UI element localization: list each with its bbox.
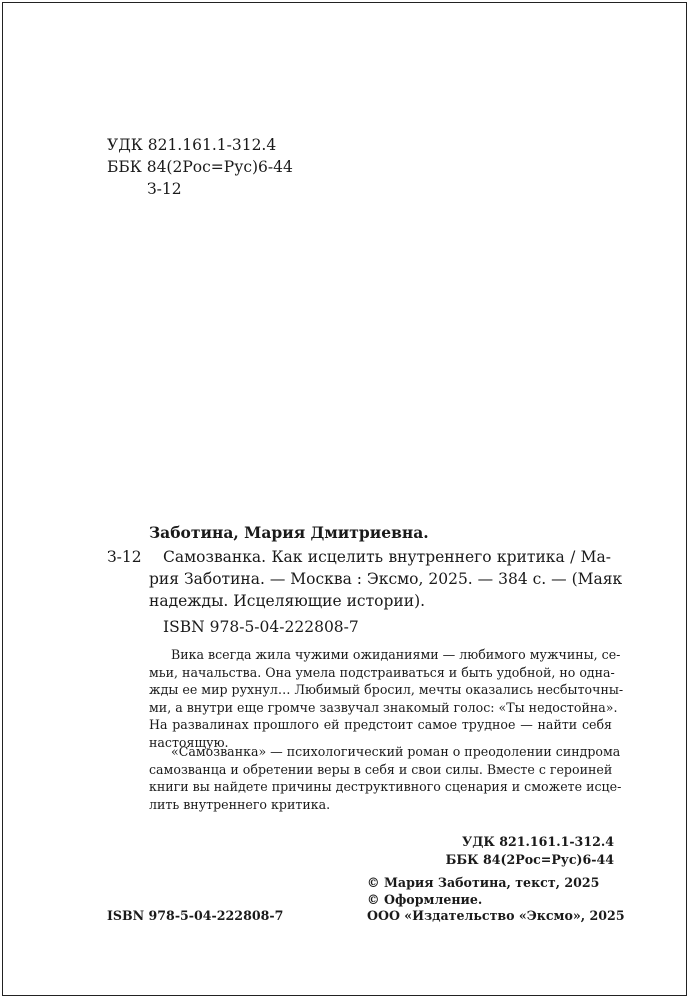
classification-udk: УДК 821.161.1-312.4 bbox=[461, 834, 614, 849]
copyright-design: © Оформление. bbox=[367, 892, 483, 907]
copyright-text: © Мария Заботина, текст, 2025 bbox=[367, 875, 600, 890]
classification-bbk: ББК 84(2Рос=Рус)6-44 bbox=[445, 852, 614, 867]
annotation-line: ми, а внутри еще громче зазвучал знакомый голос: «Ты недостойна». bbox=[149, 699, 618, 715]
annotation-paragraph-2 bbox=[149, 743, 622, 813]
header-bbk: ББК 84(2Рос=Рус)6-44 bbox=[107, 158, 293, 176]
record-code: З-12 bbox=[107, 548, 142, 566]
annotation-line: мьи, начальства. Она умела подстраиваться и быть удобной, но одна- bbox=[149, 664, 615, 680]
annotation-line: Вика всегда жила чужими ожиданиями — любимого мужчины, се- bbox=[171, 647, 621, 662]
record-title-line: надежды. Исцеляющие истории). bbox=[149, 592, 426, 610]
record-title-cont bbox=[149, 568, 623, 612]
annotation-line: На развалинах прошлого ей предстоит самое трудное — найти себя bbox=[149, 717, 612, 732]
annotation-line: лить внутреннего критика. bbox=[149, 796, 331, 812]
annotation-line: книги вы найдете причины деструктивного сценария и сможете исце- bbox=[149, 779, 622, 794]
annotation-line: «Самозванка» — психологический роман о преодолении синдрома bbox=[171, 744, 621, 759]
annotation-line: самозванца и обретении веры в себя и свои силы. Вместе с героиней bbox=[149, 761, 613, 777]
header-code: З-12 bbox=[147, 180, 182, 198]
footer-isbn: ISBN 978-5-04-222808-7 bbox=[107, 908, 284, 923]
record-title-line: Самозванка. Как исцелить внутреннего критика / Ма- bbox=[163, 548, 611, 566]
header-udk: УДК 821.161.1-312.4 bbox=[107, 136, 277, 154]
record-author: Заботина, Мария Дмитриевна. bbox=[149, 523, 429, 542]
record-title-line: рия Заботина. — Москва : Эксмо, 2025. — 384 с. — (Маяк bbox=[149, 570, 623, 588]
record-isbn: ISBN 978-5-04-222808-7 bbox=[163, 618, 359, 636]
publisher-copyright: ООО «Издательство «Эксмо», 2025 bbox=[367, 908, 625, 923]
annotation-line: настоящую. bbox=[149, 734, 229, 750]
annotation-paragraph-1 bbox=[149, 646, 624, 751]
record-title bbox=[163, 546, 611, 568]
annotation-line: жды ее мир рухнул… Любимый бросил, мечты оказались несбыточны- bbox=[149, 682, 624, 697]
